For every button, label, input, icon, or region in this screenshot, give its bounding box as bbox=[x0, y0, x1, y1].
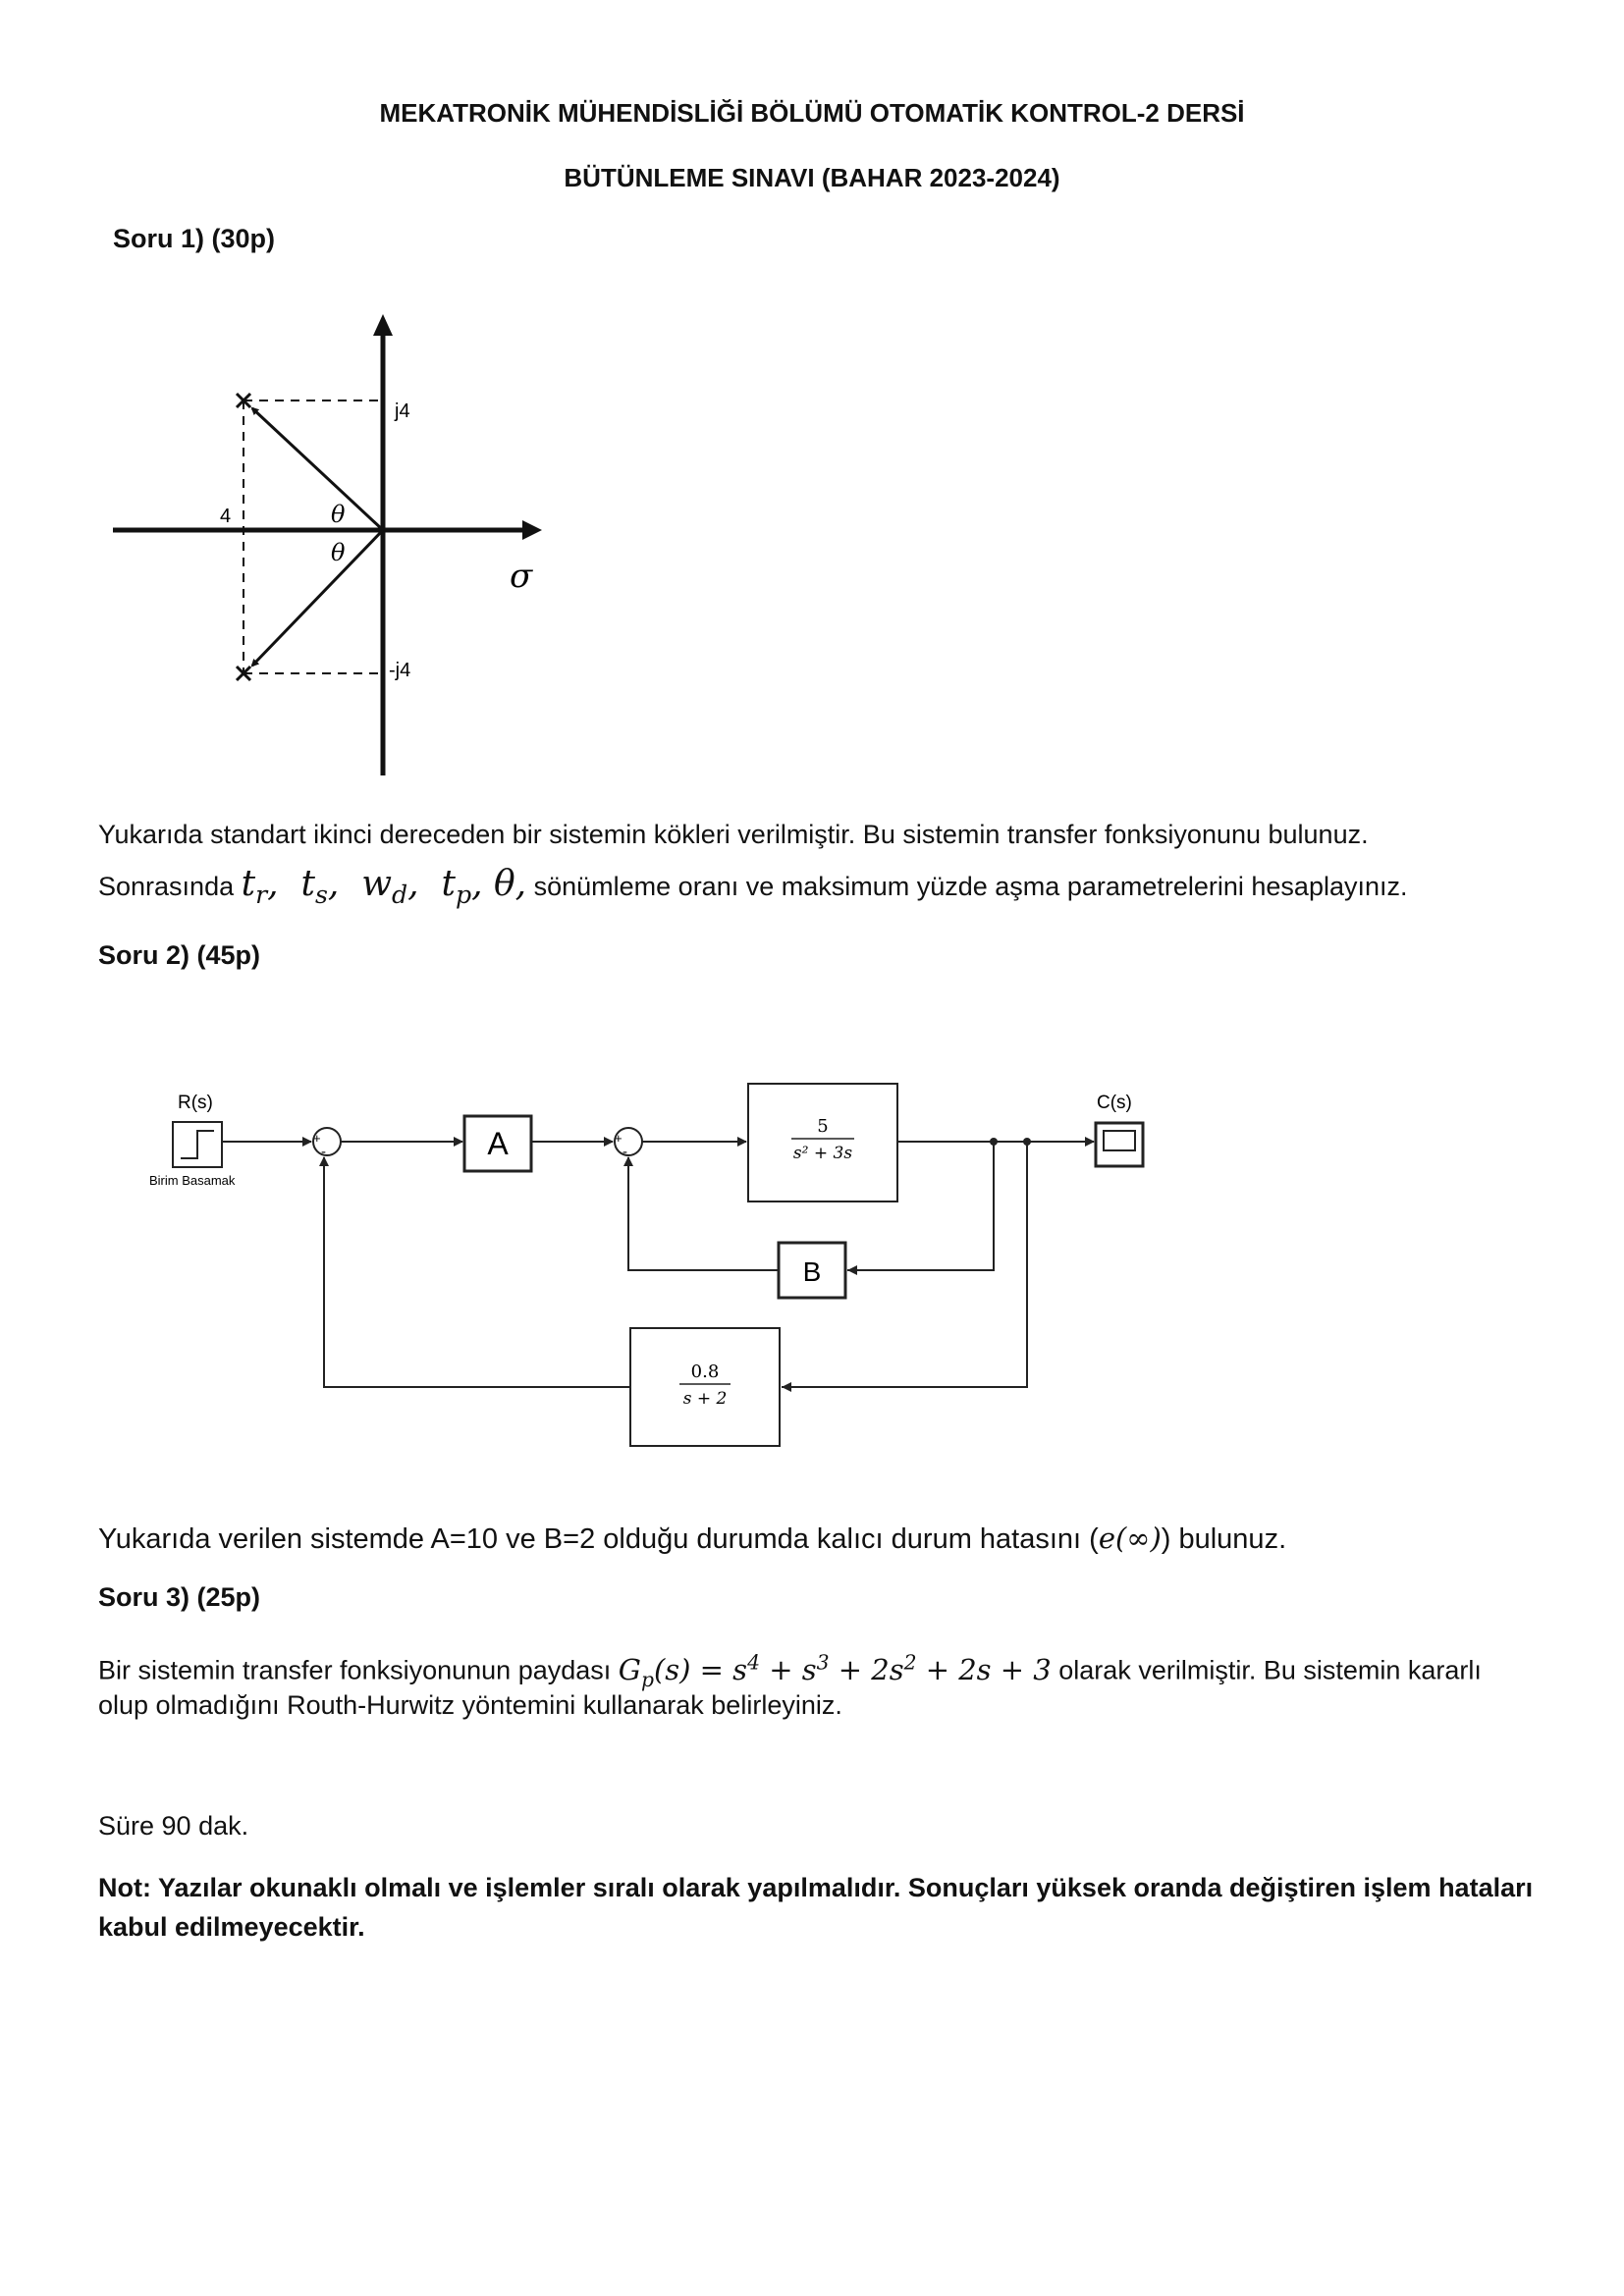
sum1-plus-sign: + bbox=[313, 1131, 321, 1146]
q3-text-before: Bir sistemin transfer fonksiyonunun paydası bbox=[98, 1655, 612, 1685]
plant-block bbox=[748, 1084, 897, 1201]
theta-lower-label: θ bbox=[331, 539, 346, 566]
real-axis-arrow-icon bbox=[522, 520, 542, 540]
q1-parameters-math: $t_r$, $t_s$, $w_d$, $t_p$, θ, bbox=[241, 864, 527, 910]
arrow-icon bbox=[782, 1382, 791, 1392]
block-a-label: A bbox=[487, 1126, 509, 1161]
q1-text-line1: Yukarıda standart ikinci dereceden bir sistemin kökleri verilmiştir. Bu sistemin transfer fonksiyonunu bulunuz. bbox=[98, 820, 1369, 849]
feedback-denominator: s + 2 bbox=[682, 1389, 728, 1409]
arrow-icon bbox=[1085, 1137, 1095, 1147]
label-neg-j4: -j4 bbox=[389, 660, 411, 681]
input-label: R(s) bbox=[178, 1093, 213, 1113]
q1-text-line2 bbox=[98, 865, 1408, 915]
arrow-icon bbox=[454, 1137, 463, 1147]
q3-text-line2: olup olmadığını Routh-Hurwitz yöntemini kullanarak belirleyiniz. bbox=[98, 1690, 842, 1720]
q1-text-suffix: sönümleme oranı ve maksimum yüzde aşma parametrelerini hesaplayınız. bbox=[533, 872, 1408, 901]
q2-text-before: Yukarıda verilen sistemde A=10 ve B=2 olduğu durumda kalıcı durum hatasını ( bbox=[98, 1523, 1099, 1555]
output-label: C(s) bbox=[1097, 1093, 1132, 1113]
plant-denominator: s² + 3s bbox=[792, 1144, 853, 1163]
feedback-block bbox=[630, 1328, 780, 1446]
sum1-minus-sign: - bbox=[321, 1144, 326, 1160]
label-4: 4 bbox=[220, 506, 232, 527]
imag-axis-arrow-icon bbox=[373, 314, 393, 336]
sum2-minus-sign: - bbox=[623, 1144, 627, 1160]
q3-text-after: olarak verilmiştir. Bu sistemin kararlı bbox=[1058, 1655, 1482, 1685]
exam-duration: Süre 90 dak. bbox=[98, 1811, 249, 1841]
q1-text-prefix: Sonrasında bbox=[98, 872, 235, 901]
q2-heading: Soru 2) (45p) bbox=[98, 940, 261, 970]
feedback-numerator: 0.8 bbox=[690, 1362, 720, 1382]
arrow-icon bbox=[847, 1265, 857, 1275]
q2-text-after: ) bulunuz. bbox=[1161, 1523, 1287, 1555]
block-b-label: B bbox=[802, 1256, 822, 1287]
block-diagram bbox=[0, 1060, 1624, 1472]
q3-heading: Soru 3) (25p) bbox=[98, 1582, 261, 1612]
pole-zero-plot bbox=[0, 0, 1624, 785]
lower-pole-vector bbox=[252, 530, 383, 666]
branch-point-1 bbox=[990, 1138, 998, 1146]
note-line2: kabul edilmeyecektir. bbox=[98, 1912, 365, 1942]
q1-heading: Soru 1) (30p) bbox=[113, 224, 276, 253]
branch-point-2 bbox=[1023, 1138, 1031, 1146]
q3-polynomial-math: $G_p(s) = s^4 + s^3 + 2s^2 + 2s + 3$ bbox=[618, 1650, 1052, 1691]
arrow-icon bbox=[302, 1137, 312, 1147]
scope-screen-icon bbox=[1104, 1131, 1135, 1150]
step-block-label: Birim Basamak bbox=[149, 1173, 236, 1188]
sum2-plus-sign: + bbox=[615, 1131, 623, 1146]
theta-upper-label: θ bbox=[331, 501, 346, 528]
q2-text bbox=[98, 1519, 1286, 1559]
arrow-icon bbox=[604, 1137, 614, 1147]
note-line1: Not: Yazılar okunaklı olmalı ve işlemler sıralı olarak yapılmalıdır. Sonuçları yüksek oranda değiştiren işlem hataları bbox=[98, 1873, 1534, 1902]
arrow-icon bbox=[737, 1137, 747, 1147]
sigma-label: σ bbox=[510, 557, 533, 596]
q2-error-math: e(∞) bbox=[1098, 1522, 1162, 1555]
plant-numerator: 5 bbox=[817, 1116, 829, 1137]
label-j4: j4 bbox=[395, 400, 410, 422]
exam-title-line1: MEKATRONİK MÜHENDİSLİĞİ BÖLÜMÜ OTOMATİK KONTROL-2 DERSİ bbox=[379, 98, 1245, 128]
upper-pole-vector bbox=[252, 408, 383, 530]
exam-title-line2: BÜTÜNLEME SINAVI (BAHAR 2023-2024) bbox=[564, 163, 1060, 192]
